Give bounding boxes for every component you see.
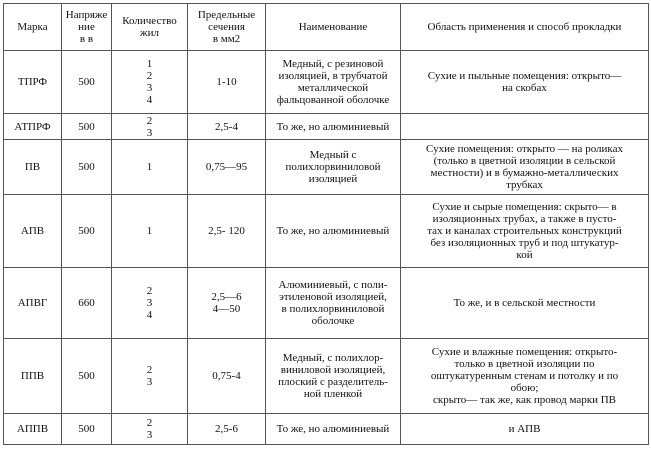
cell-voltage: 500 <box>62 114 112 140</box>
cell-usage: То же, и в сельской местности <box>401 268 649 339</box>
cell-mark: АТПРФ <box>4 114 62 140</box>
cell-section: 0,75-4 <box>188 339 266 414</box>
cell-name: То же, но алюминиевый <box>266 114 401 140</box>
cell-voltage: 660 <box>62 268 112 339</box>
cell-section: 1-10 <box>188 51 266 114</box>
cell-name: Медный с полихлорвиниловой изоляцией <box>266 140 401 195</box>
cell-name: То же, но алюминиевый <box>266 195 401 268</box>
cell-cores: 1 <box>112 140 188 195</box>
table-row <box>4 195 649 268</box>
cell-cores: 2 3 <box>112 339 188 414</box>
cell-cores: 1 2 3 4 <box>112 51 188 114</box>
cell-voltage: 500 <box>62 339 112 414</box>
cell-usage <box>401 114 649 140</box>
cell-cores: 2 3 <box>112 114 188 140</box>
cell-mark: ППВ <box>4 339 62 414</box>
header-name: Наименование <box>266 4 401 51</box>
wire-specification-table <box>3 3 649 445</box>
cell-section: 0,75—95 <box>188 140 266 195</box>
cell-name: Медный, с полихлор- виниловой изоляцией, плоский с разделитель- ной пленкой <box>266 339 401 414</box>
header-usage: Область применения и способ прокладки <box>401 4 649 51</box>
header-cores: Количество жил <box>112 4 188 51</box>
cell-cores: 2 3 <box>112 414 188 445</box>
cell-section: 2,5-6 <box>188 414 266 445</box>
header-section: Предельные сечения в мм2 <box>188 4 266 51</box>
cell-mark: АПВ <box>4 195 62 268</box>
table-row <box>4 51 649 114</box>
cell-voltage: 500 <box>62 51 112 114</box>
cell-usage: Сухие и влажные помещения: открыто- только в цветной изоляции по оштукатуренным стенам и потолку и по обою; скрыто— так же, как провод марки ПВ <box>401 339 649 414</box>
cell-mark: ПВ <box>4 140 62 195</box>
cell-voltage: 500 <box>62 195 112 268</box>
table-row <box>4 268 649 339</box>
cell-name: Медный, с резиновой изоляцией, в трубчатой металлической фальцованной оболочке <box>266 51 401 114</box>
cell-cores: 2 3 4 <box>112 268 188 339</box>
cell-usage: Сухие и пыльные помещения: открыто— на скобах <box>401 51 649 114</box>
cell-section: 2,5—6 4—50 <box>188 268 266 339</box>
table-row <box>4 339 649 414</box>
cell-mark: АПВГ <box>4 268 62 339</box>
cell-name: То же, но алюминиевый <box>266 414 401 445</box>
table-row <box>4 140 649 195</box>
cell-usage: Сухие и сырые помещения: скрыто— в изоляционных трубах, а также в пусто- тах и каналах строительных конструкций без изоляционных труб и под штукатур- кой <box>401 195 649 268</box>
cell-usage: и АПВ <box>401 414 649 445</box>
table-row <box>4 114 649 140</box>
cell-section: 2,5- 120 <box>188 195 266 268</box>
cell-usage: Сухие помещения: открыто — на роликах (только в цветной изоляции в сельской местности) и в бумажно-металлических трубках <box>401 140 649 195</box>
header-mark: Марка <box>4 4 62 51</box>
cell-voltage: 500 <box>62 414 112 445</box>
header-row <box>4 4 649 51</box>
cell-name: Алюминиевый, с поли- этиленовой изоляцией, в полихлорвиниловой оболочке <box>266 268 401 339</box>
cell-voltage: 500 <box>62 140 112 195</box>
table-row <box>4 414 649 445</box>
cell-cores: 1 <box>112 195 188 268</box>
cell-section: 2,5-4 <box>188 114 266 140</box>
cell-mark: АППВ <box>4 414 62 445</box>
header-voltage: Напряже ние в в <box>62 4 112 51</box>
cell-mark: ТПРФ <box>4 51 62 114</box>
